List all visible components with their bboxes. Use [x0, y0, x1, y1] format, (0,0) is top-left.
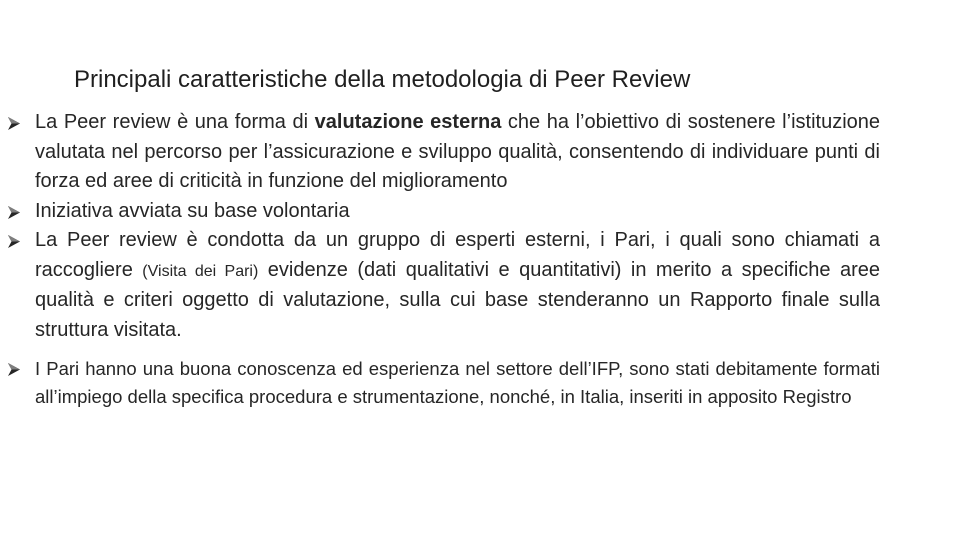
arrow-bullet-icon	[8, 117, 20, 130]
bullet-text: La Peer review è condotta da un gruppo di esperti esterni, i Pari, i quali sono chiamati a raccogliere	[35, 229, 880, 281]
bullet-text: Iniziativa avviata su base volontaria	[35, 199, 350, 222]
arrow-bullet-icon	[8, 206, 20, 219]
bullet-text: I Pari hanno una buona conoscenza ed esperienza nel settore dell’IFP, sono stati debitamente formati all’impiego della specifica procedura e strumentazione, nonché, in Italia, inseriti in apposito Registro	[35, 358, 880, 407]
bullet-item	[35, 108, 880, 197]
bullet-parenthetical: (Visita dei Pari)	[142, 262, 259, 280]
bullet-bold-text: valutazione esterna	[314, 111, 502, 133]
arrow-bullet-icon	[8, 235, 20, 248]
bullet-text: evidenze (dati qualitativi e quantitativi) in merito a specifiche aree qualità e criteri oggetto di valutazione, sulla cui base stenderanno un Rapporto finale sulla struttura visitata.	[35, 258, 881, 341]
slide-title: Principali caratteristiche della metodologia di Peer Review	[74, 66, 691, 93]
bullet-item	[35, 226, 880, 345]
bullet-item	[35, 355, 880, 411]
bullet-item	[35, 197, 880, 227]
arrow-bullet-icon	[8, 363, 20, 376]
bullet-list	[35, 108, 880, 411]
bullet-text: La Peer review è una forma di	[35, 111, 315, 133]
bullet-text: che ha l’obiettivo di sostenere l’istituzione valutata nel percorso per l’assicurazione e sviluppo qualità, consentendo di individuare punti di forza ed aree di criticità in funzione del miglioramento	[35, 111, 881, 192]
